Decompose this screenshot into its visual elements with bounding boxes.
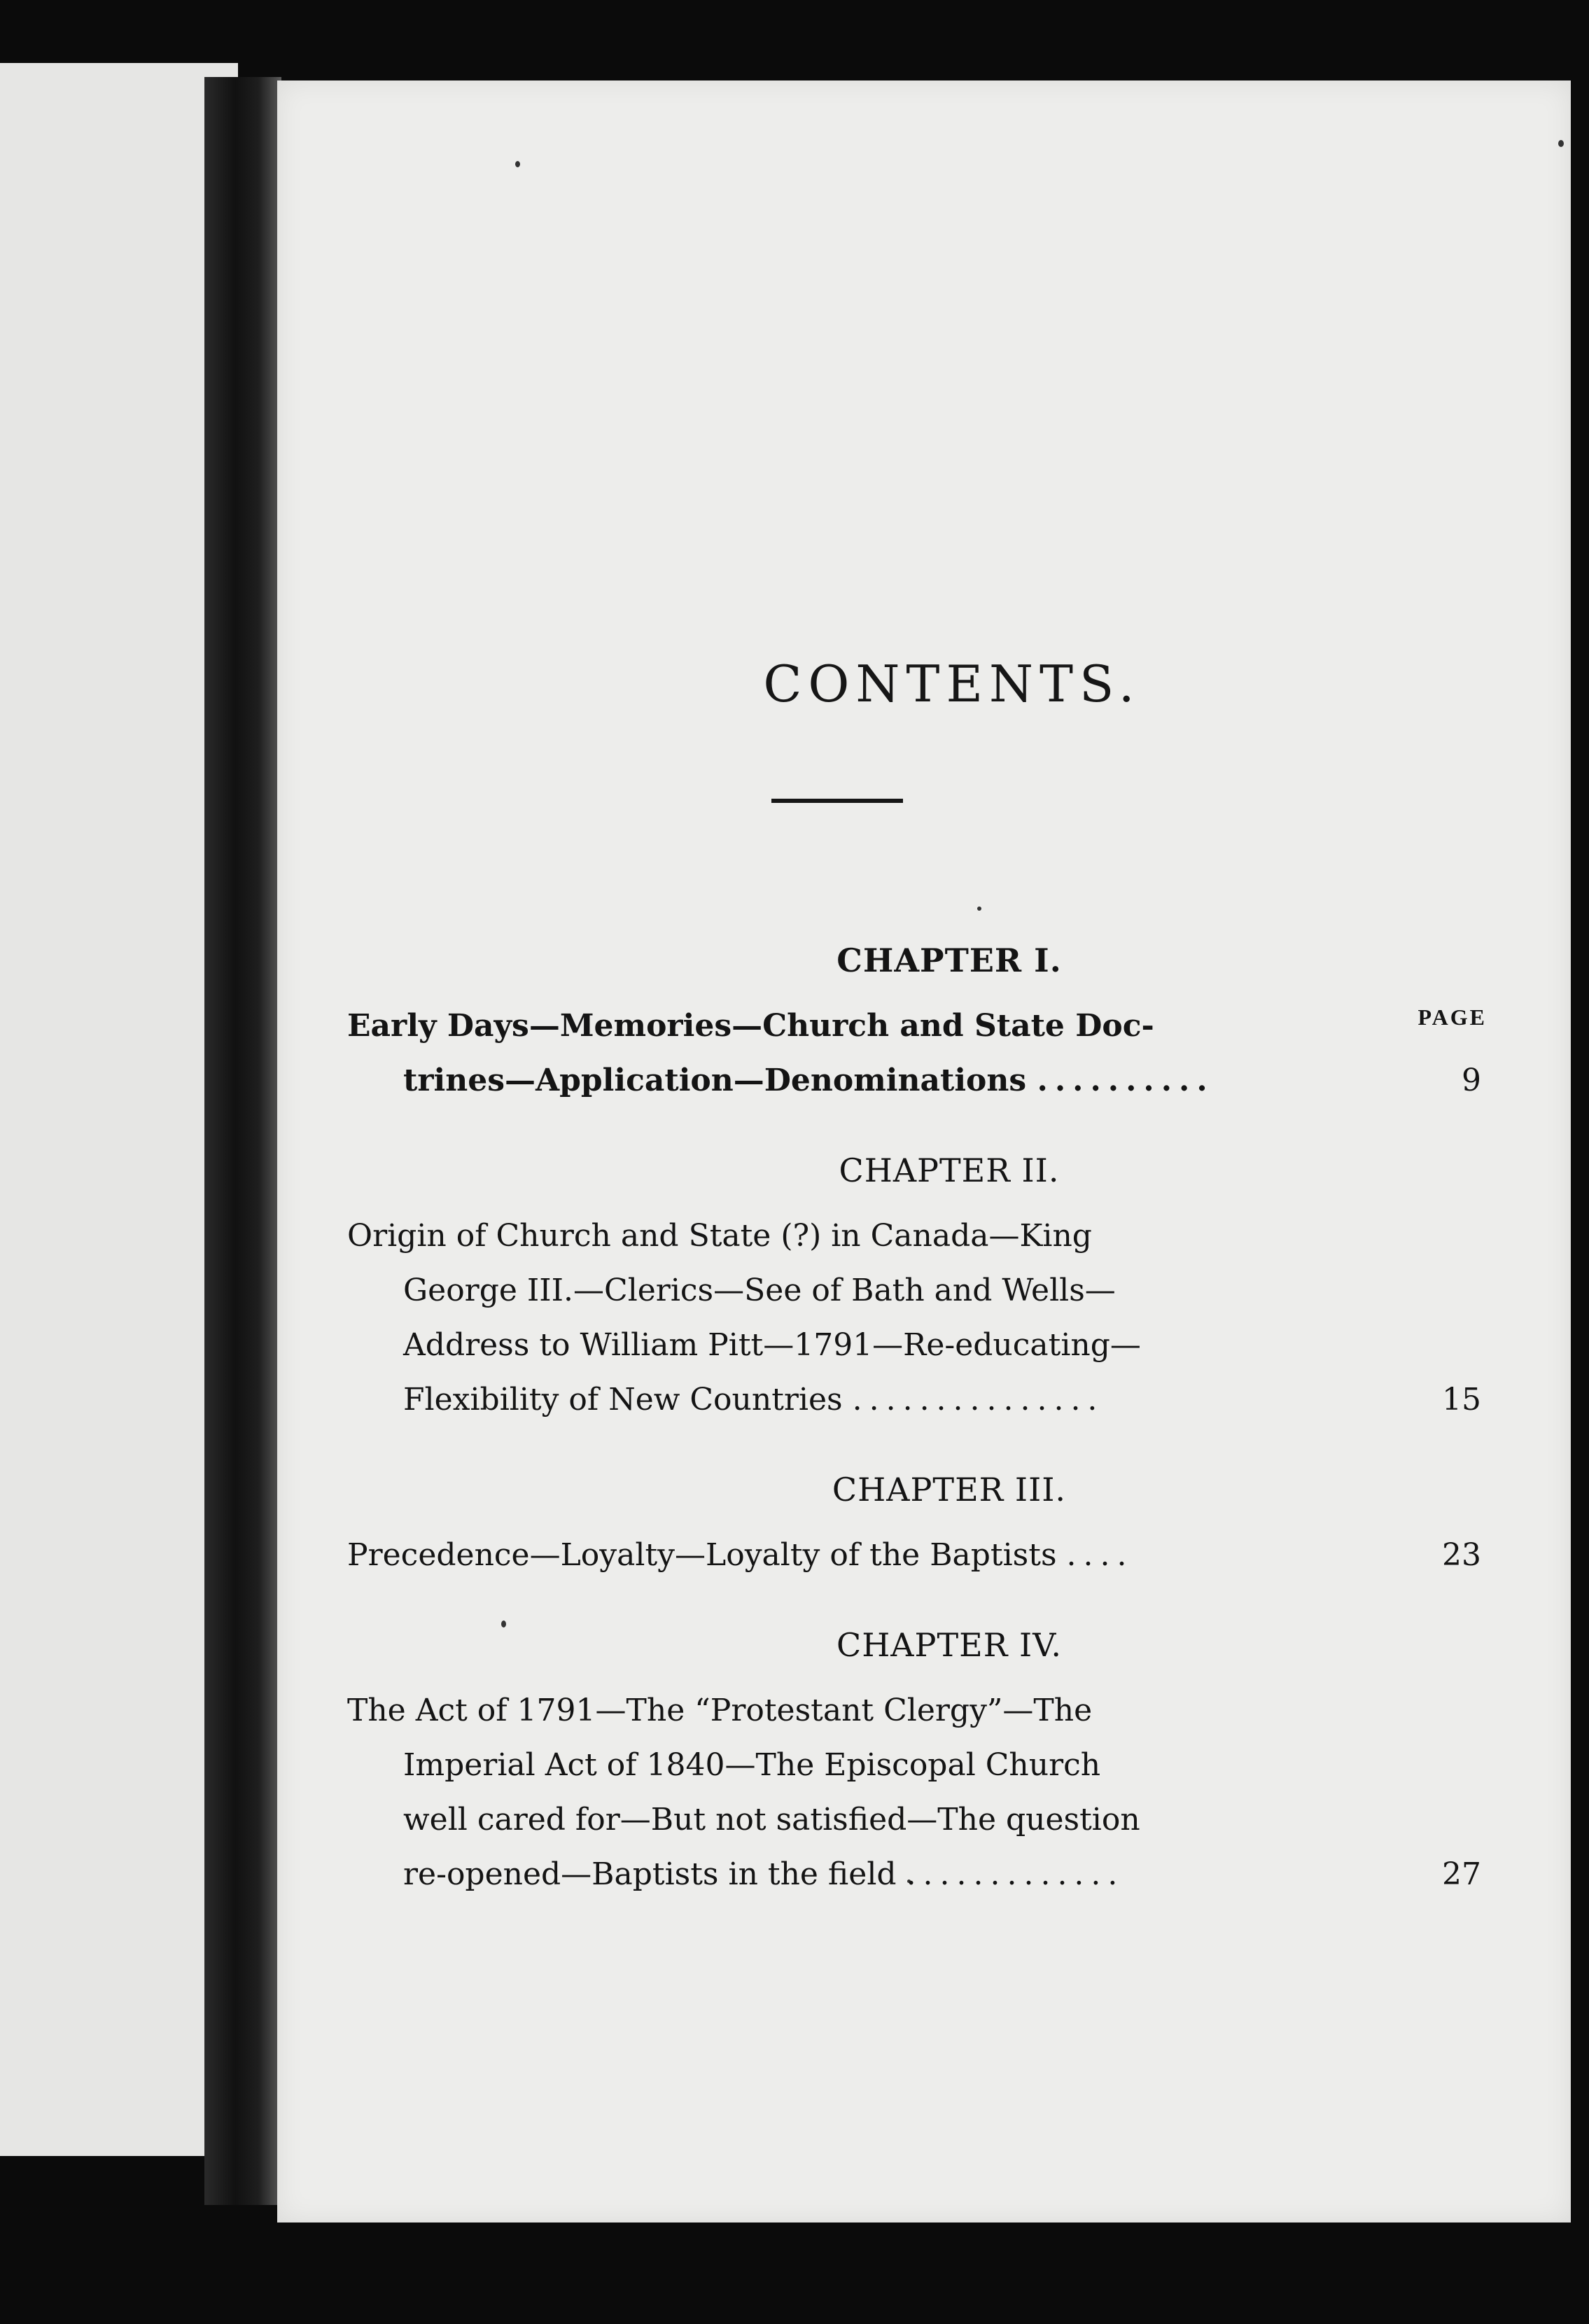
- entry-text: trines—Application—Denominations: [403, 1063, 1027, 1098]
- entry-line: [347, 1054, 1383, 1108]
- page-column-label: PAGE: [1418, 1004, 1487, 1030]
- entry-line: Early Days—Memories—Church and State Doc-: [347, 1008, 1154, 1044]
- entry-line: George III.—Clerics—See of Bath and Wells—: [403, 1273, 1116, 1308]
- entry-line: [347, 1528, 1383, 1583]
- page-number: 23: [1442, 1537, 1481, 1573]
- paper-speck: [515, 161, 520, 167]
- entry-line: Address to William Pitt—1791—Re-educating—: [403, 1327, 1141, 1363]
- chapter-heading: CHAPTER II.: [839, 1152, 1060, 1189]
- chapter-heading: CHAPTER I.: [836, 941, 1062, 979]
- dot-leader: ....: [1066, 1537, 1134, 1573]
- facing-page: [0, 63, 238, 2156]
- entry-text: Precedence—Loyalty—Loyalty of the Baptists: [347, 1537, 1057, 1573]
- table-of-contents: [347, 941, 1487, 1945]
- title-rule: [771, 799, 903, 803]
- entry-line: [347, 1373, 1383, 1427]
- page-number: 27: [1442, 1856, 1481, 1892]
- dot-leader: ...............: [852, 1382, 1105, 1418]
- entry-line: well cared for—But not satisfied—The question: [403, 1802, 1140, 1837]
- toc-entry: [347, 1684, 1481, 1902]
- book-spine: [204, 77, 281, 2205]
- chapter-heading: CHAPTER III.: [832, 1471, 1067, 1508]
- contents-page: [277, 80, 1571, 2222]
- chapter-heading: CHAPTER IV.: [836, 1626, 1062, 1664]
- dot-leader: .............: [906, 1856, 1125, 1892]
- page-number: 15: [1442, 1382, 1481, 1418]
- paper-speck: [1558, 140, 1564, 147]
- entry-line: Origin of Church and State (?) in Canada—King: [347, 1218, 1092, 1254]
- page-number: 9: [1462, 1063, 1481, 1098]
- paper-speck: [977, 906, 981, 911]
- entry-line: Imperial Act of 1840—The Episcopal Church: [403, 1747, 1101, 1783]
- entry-text: re-opened—Baptists in the field: [403, 1856, 897, 1892]
- entry-line: The Act of 1791—The “Protestant Clergy”—The: [347, 1693, 1093, 1728]
- entry-text: Flexibility of New Countries: [403, 1382, 843, 1418]
- dot-leader: ..........: [1037, 1063, 1214, 1098]
- page-title: CONTENTS.: [763, 654, 1141, 713]
- toc-entry: [347, 1528, 1481, 1583]
- toc-entry: [347, 1209, 1481, 1427]
- entry-line: [347, 1847, 1383, 1902]
- toc-entry: [347, 999, 1481, 1108]
